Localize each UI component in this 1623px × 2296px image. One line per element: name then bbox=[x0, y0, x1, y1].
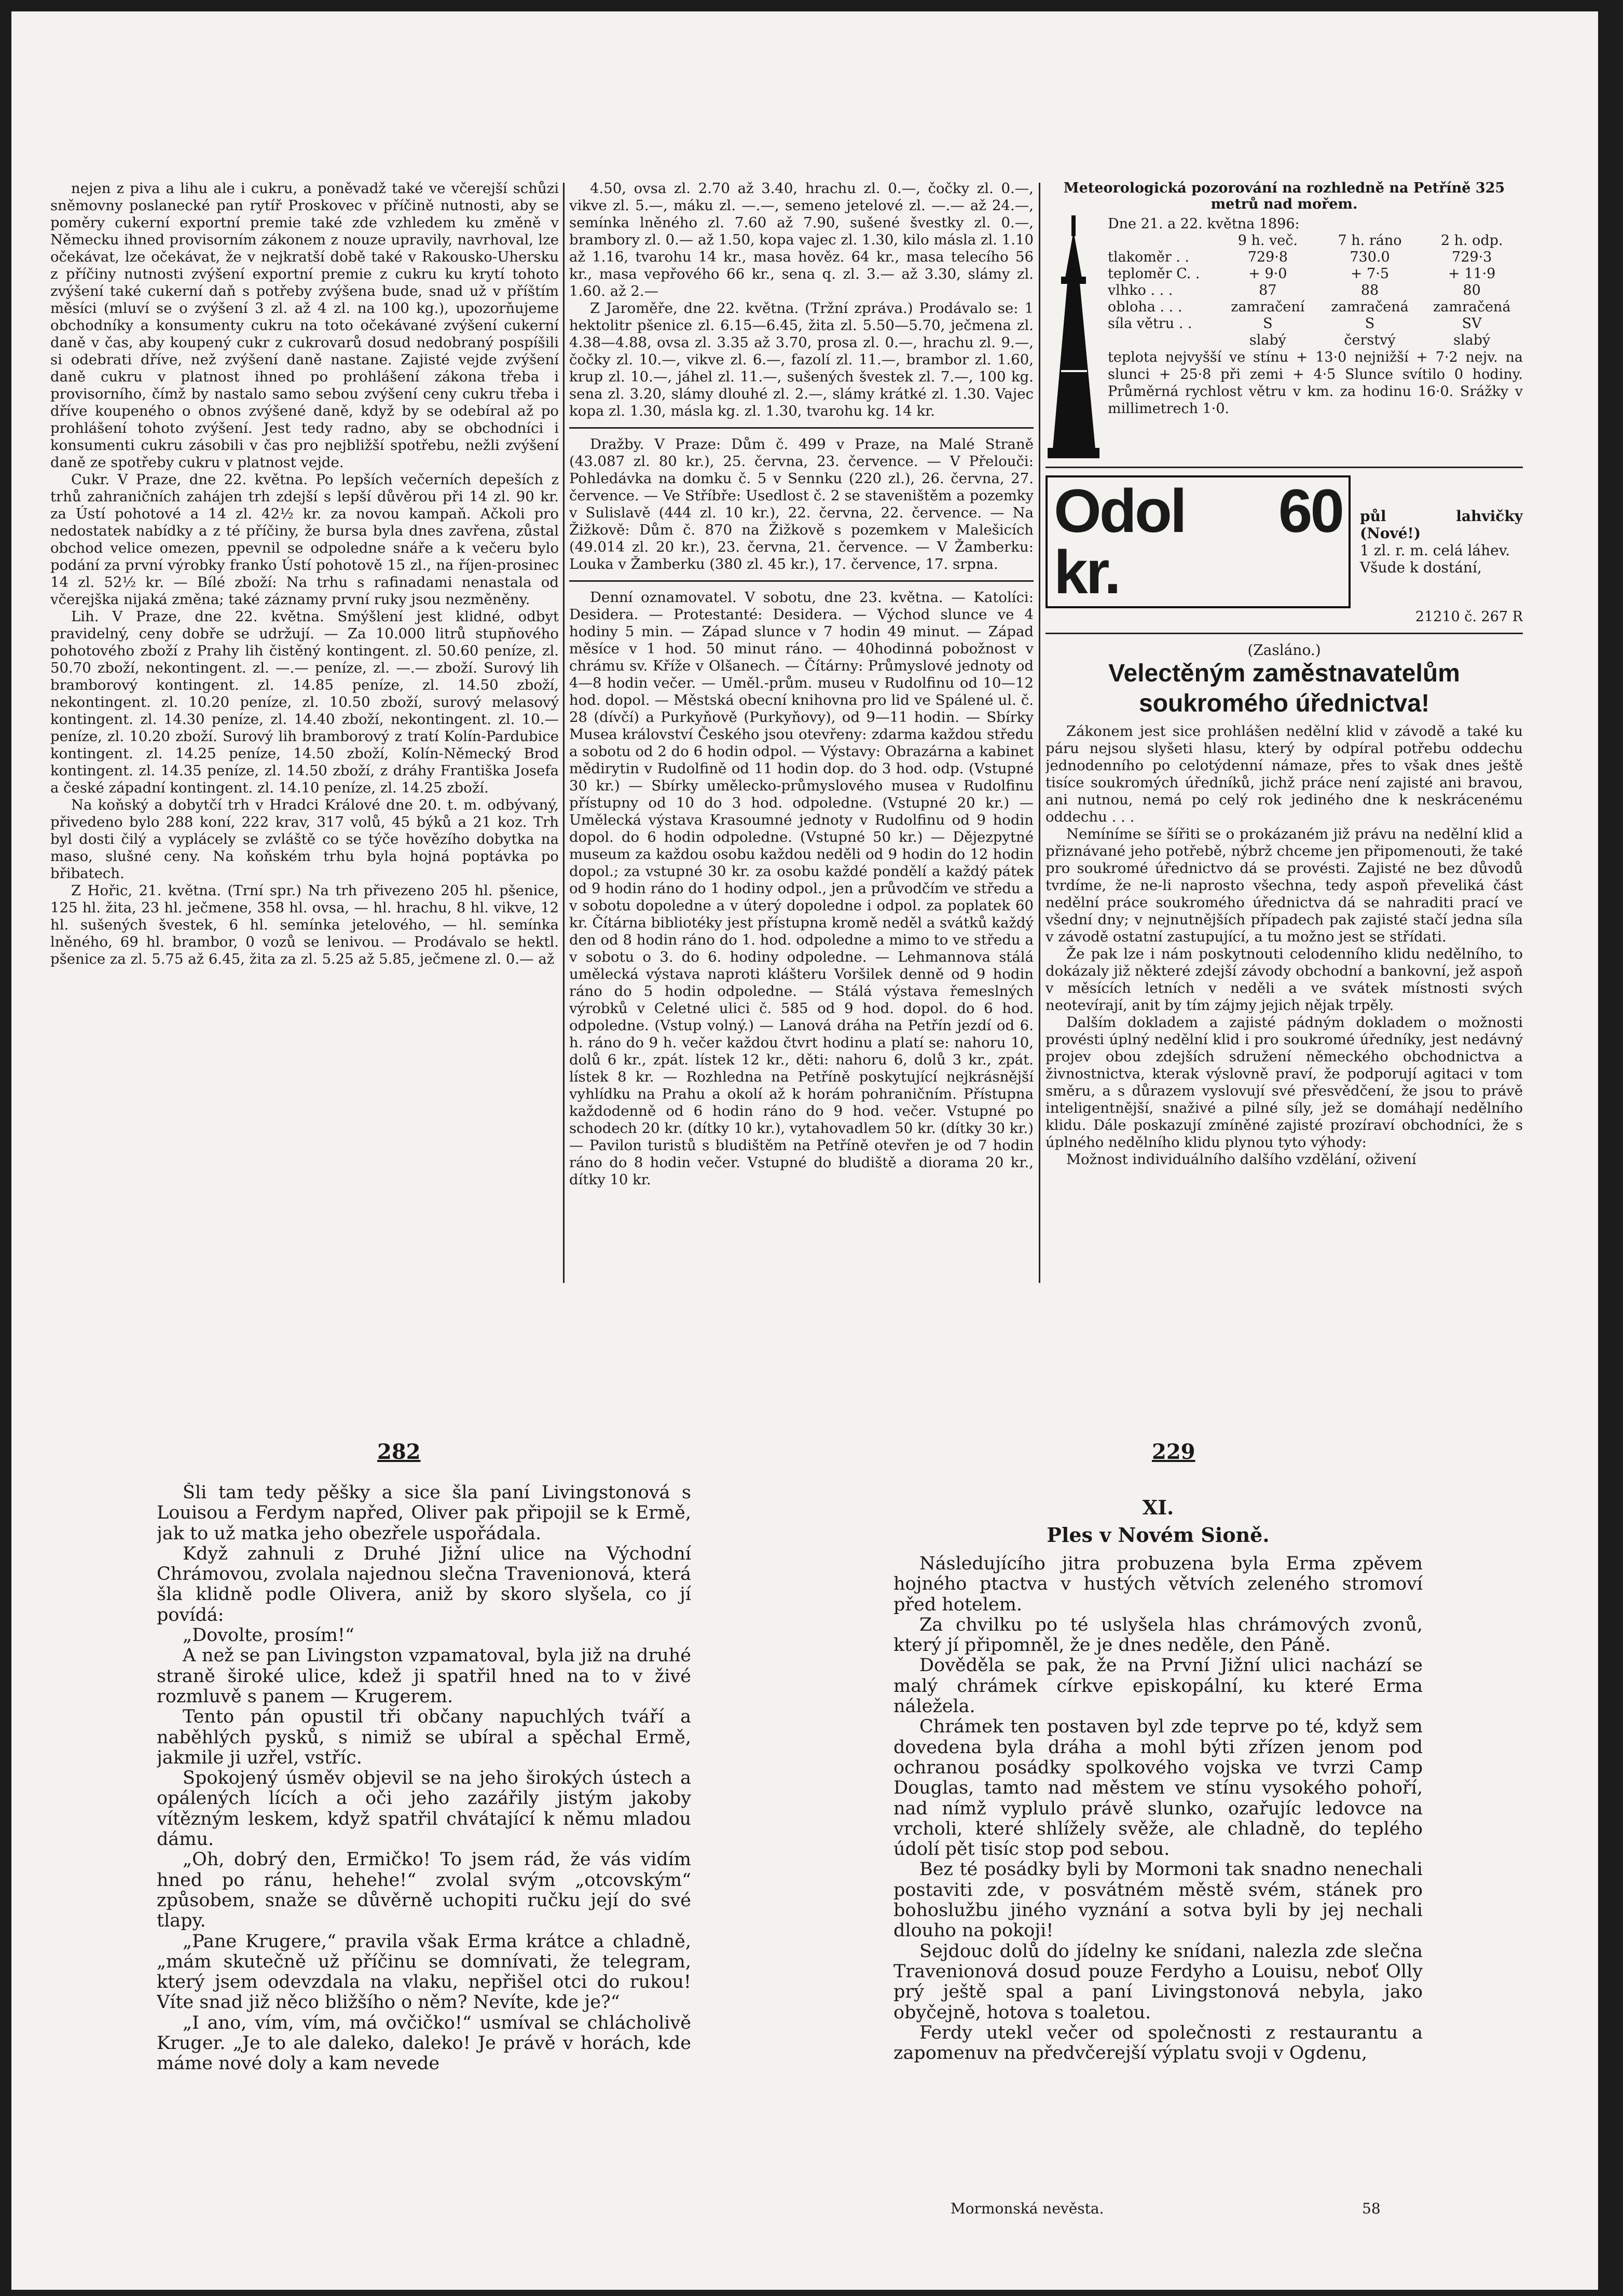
paragraph: Chrámek ten postaven byl zde teprve po té, když sem dovedena byla dráha a mohl býti zřízen jenom pod ochranou posádky spolkového vojska ve tvrzi Camp Douglas, tamto nad městem ve stínu vysokého pohoří, nad nímž vyplulo právě slunko, ozařujíc ledovce na vrcholi, které shlížely svěže, ale chladně, do teplého údolí pět tisíc stop pod sebou. bbox=[893, 1716, 1423, 1860]
separator bbox=[569, 427, 1034, 431]
paragraph: Dražby. V Praze: Dům č. 499 v Praze, na Malé Straně (43.087 zl. 80 kr.), 25. června, 23. července. — V Přelouči: Pohledávka na domku č. 5 v Sennku (220 zl.), 26. června, 27. července. — Ve Stříbře: Usedlost č. 2 se staveništěm a pozemky v Sulislavě (444 zl. 10 kr.), 22. června, 22. července. — Na Žižkově: Dům č. 870 na Žižkově s pozemkem v Malešicích (49.014 zl. 20 kr.), 23. června, 21. července. — V Žamberku: Louka v Žamberku (380 zl. 45 kr.), 17. července, 17. srpna. bbox=[569, 436, 1034, 572]
paragraph: „I ano, vím, vím, má ovčičko!“ usmíval se chlácholivě Kruger. „Je to ale daleko, daleko! Je právě v horách, kde máme nové doly a kam nevede bbox=[157, 2012, 691, 2074]
right-column bbox=[1046, 180, 1523, 1280]
meteo-tail: teplota nejvyšší ve stínu + 13·0 nejnižší + 7·2 nejv. na slunci + 25·8 při zemi + 4·5 Slunce svítilo 0 hodiny. Průměrná rychlost větru v km. za hodinu 16·0. Srážky v millimetrech 1·0. bbox=[1108, 349, 1523, 417]
paragraph: Dalším dokladem a zajisté pádným dokladem o možnosti provésti úplný nedělní klid i pro soukromé úředníky, jest nedávný projev obou zdejších sdružení německého obchodnictva a živnostnictva, kterak výslovně praví, že podporují agitaci v tom směru, a s důrazem vyslovují své přesvědčení, že jsou to právě inteligentnější, snaživé a pilné síly, jež se domáhají nedělního klidu. Dále poskazují zmíněné zajisté prozíraví obchodníci, že s úplného nedělního klidu plynou tyto výhody: bbox=[1046, 1014, 1523, 1151]
chapter-number: XI. bbox=[1142, 1496, 1174, 1519]
paragraph: A než se pan Livingston vzpamatoval, byla již na druhé straně široké ulice, kdež ji spatřil hned na to v živé rozmluvě s panem — Krugerem. bbox=[157, 1645, 691, 1707]
paragraph: Spokojený úsměv objevil se na jeho širokých ústech a opálených lících a oči jeho zazářily jistým jakoby vítězným leskem, když spatřil chvátající k němu mladou dámu. bbox=[157, 1768, 691, 1850]
paragraph: Bez té posádky byli by Mormoni tak snadno nenechali postaviti zde, v posvátném městě svém, stánek pro bohoslužbu jiného vyznání a sotva byli by jej nechali dlouho na pokoji! bbox=[893, 1859, 1423, 1942]
meteo-row: obloha . . . zamračení zamračená zamračená bbox=[1108, 299, 1511, 315]
paragraph: Na koňský a dobytčí trh v Hradci Králové dne 20. t. m. odbývaný, přivedeno bylo 288 koní, 222 krav, 317 volů, 45 býků a 21 koz. Trh byl dosti čilý a vyplácely se zvláště co se týče hovězího dobytka na maso, slušné ceny. Na koňském trhu byla hojná poptávka po břibatech. bbox=[50, 797, 559, 882]
petrin-tower-icon bbox=[1046, 215, 1103, 459]
footer-page: 58 bbox=[1362, 2200, 1381, 2217]
left-column bbox=[50, 180, 559, 1280]
paragraph: Denní oznamovatel. V sobotu, dne 23. května. — Katolíci: Desidera. — Protestanté: Desidera. — Východ slunce ve 4 hodiny 5 min. — Západ slunce v 7 hodin 49 minut. — Západ měsíce v 1 hod. 50 minut ráno. — 40hodinná pobožnost v chrámu sv. Kříže v Olšanech. — Čítárny: Průmyslové jednoty od 4—8 hodin večer. — Uměl.-prům. museu v Rudolfinu od 10—12 hod. dopol. — Městská obecní knihovna pro lid ve Spálené ul. č. 28 (dívčí) a Purkyňově (Purkyňovy), od 9—11 hodin. — Sbírky Musea království Českého jsou otevřeny: zdarma každou středu a sobotu od 2 do 6 hodin odpol. — Výstavy: Obrazárna a kabinet mědirytin v Rudolfině od 11 hodin dop. do 3 hod. odp. (Vstupné 30 kr.) — Sbírky umělecko-průmyslového musea v Rudolfinu přístupny od 10 do 3 hod. odpoledne. (Vstupné 20 kr.) — Umělecká výstava Krasoumné jednoty v Rudolfinu od 9 hodin dopol. do 6 hodin odpoledne. (Vstupné 50 kr.) — Dějezpytné museum za každou osobu každou neděli od 9 hodin do 12 hodin dopol.; za vstupné 30 kr. za osobu každé pondělí a každý pátek od 9 hodin ráno do 1 hodiny odpol., jen a průvodčím ve středu a v sobotu dopoledne a v úterý dopoledne i odpol. za poplatek 60 kr. Čítárna bibliotéky jest přístupna kromě neděl a svátků každý den od 8 hodin ráno do 1. hod. odpoledne a mimo to ve středu a v sobotu o 3. do 6. hodiny odpoledne. — Lehmannova stálá umělecká výstava naproti klášteru Voršilek denně od 9 hodin ráno do 5 hodin odpoledne. — Stálá výstava řemeslných výrobků v Celetné ulici č. 585 od 9 hod. dopol. do 6 hod. odpoledne. (Vstup volný.) — Lanová dráha na Petřín jezdí od 6. h. ráno do 9 h. večer každou čtvrt hodinu a platí se: nahoru 10, dolů 6 kr., zpát. lístek 12 kr., děti: nahoru 6, dolů 3 kr., zpát. lístek 8 kr. — Rozhledna na Petříně poskytující nejkrásnější vyhlídku na Prahu a okolí až k horám pohraničním. Přístupna každodenně od 6 hodin ráno do 9 hod. večer. Vstupné po schodech 20 kr. (dítky 10 kr.), vytahovadlem 50 kr. (dítky 30 kr.) — Pavilon turistů s bludištěm na Petříně otevřen je od 7 hodin ráno do 8 hodin večer. Vstupné do bludiště a diorama 20 kr., dítky 10 kr. bbox=[569, 589, 1034, 1188]
paragraph: „Dovolte, prosím!“ bbox=[183, 1625, 354, 1646]
meteo-header-row: 9 h. več. 7 h. ráno 2 h. odp. bbox=[1237, 233, 1503, 249]
column-rule bbox=[1039, 183, 1040, 1283]
meteo-row: tlakoměr . . 729·8 730.0 729·3 bbox=[1108, 249, 1492, 265]
column-rule bbox=[563, 183, 565, 1283]
odol-brand: Odol 60 kr. bbox=[1046, 475, 1351, 608]
novel-left-page bbox=[157, 1483, 691, 2204]
paragraph: Následujícího jitra probuzena byla Erma zpěvem hojného ptactva v hustých větvích zeleného stromoví před hotelem. bbox=[893, 1553, 1423, 1615]
paragraph: Šli tam tedy pěšky a sice šla paní Livingstonová s Louisou a Ferdym napřed, Oliver pak připojil se k Ermě, jak to už matka jeho obezřele uspořádala. bbox=[157, 1483, 691, 1544]
zaslano-label: (Zasláno.) bbox=[1247, 641, 1321, 659]
paragraph: nejen z piva a lihu ale i cukru, a poněvadž také ve včerejší schůzi sněmovny poslanecké pan rytíř Proskovec v příčině nutnosti, aby se poměry cukerní exportní premie také zde vzhledem ku změně v Německu ihned provisorním zákonem z nouze upravily, navrhoval, lze očekávat, lze očekávat, že v nejkratší době také v Rakousko-Uhersku z příčiny nutnosti zvýšení exportní premie z cukru ku krytí tohoto zvýšení také cukerní daň s potřeby zvýšena bude, snad už v příštím měsíci (mluví se o zvýšení 3 zl. až 4 zl. na 100 kg.), upozorňujeme obchodníky a konsumenty cukru na toto očekávané zvýšení cukerní daně v čas, aby koupený cukr z cukrovarů dosud nedobraný pospíšili si odebrati dříve, než zvýšení daně nastane. Zajisté vejde zvýšení daně cukru v platnost ihned po prohlášení zákona třeba i provisorního, čímž by nastalo samo sebou zvýšení ceny cukru třeba i dříve koupeného o obnos zvýšené daně, když by se odebíral až po prohlášení tohoto zvýšení. Jest tedy radno, aby se obchodníci i konsumenti cukru zásobili v čas pro nejbližší spotřebu, nežli zvýšení daně ze spotřeby cukru v platnost vejde. bbox=[50, 180, 559, 471]
page-number: 229 bbox=[1152, 1440, 1195, 1464]
paragraph: Sejdouc dolů do jídelny ke snídani, nalezla zde slečna Travenionová dosud pouze Ferdyho a Louisu, neboť Olly prý ještě spal a paní Livingstonová nebyla, jako obyčejně, hotova s toaletou. bbox=[893, 1940, 1423, 2023]
paragraph: Že pak lze i nám poskytnouti celodenního klidu nedělního, to dokázaly již některé zdejší závody obchodní a bankovní, jež aspoň v měsících letních v neděli a ve svátek místnosti svých neotevírají, anit by tím zájmy jejich nějak trpěly. bbox=[1046, 946, 1523, 1014]
paragraph: Z Hořic, 21. května. (Trní spr.) Na trh přivezeno 205 hl. pšenice, 125 hl. žita, 23 hl. ječmene, 358 hl. ovsa, — hl. hrachu, 8 hl. vikve, 12 hl. sušených švestek, 6 hl. semínka jetelového, — hl. semínka lněného, 69 hl. brambor, 0 vozů se lenivou. — Prodávalo se hektl. pšenice za zl. 5.75 až 6.45, žita za zl. 5.25 až 5.85, ječmene zl. 0.— až bbox=[50, 882, 559, 967]
meteo-title: Meteorologická pozorování na rozhledně na Petříně 325 metrů nad mořem. bbox=[1063, 180, 1505, 212]
meteo-row: vlhko . . . 87 88 80 bbox=[1108, 282, 1481, 298]
novel-right-page bbox=[893, 1496, 1423, 2217]
paragraph: Ferdy utekl večer od společnosti z restaurantu a zapomenuv na předvčerejší výplatu svoji v Ogdenu, bbox=[893, 2022, 1423, 2064]
paragraph: „Pane Krugere,“ pravila však Erma krátce a chladně, „mám skutečně už příčinu se domnívati, že telegram, který jsem odevzdala na vlaku, nepřišel otci do rukou! Víte snad již něco bližšího o něm? Nevíte, kde je?“ bbox=[157, 1931, 691, 2013]
ad-code: 21210 č. 267 R bbox=[1415, 609, 1523, 625]
meteo-date: Dne 21. a 22. května 1896: bbox=[1108, 216, 1300, 232]
chapter-title: Ples v Novém Sioně. bbox=[1047, 1523, 1270, 1547]
odol-advert: Odol 60 kr. půl lahvičky (Nové!) 1 zl. r. m. celá láhev. Všude k dostání, bbox=[1046, 475, 1523, 608]
meteo-row: síla větru . . S S SV bbox=[1108, 316, 1482, 332]
paragraph: Tento pán opustil tři občany napuchlých tváří a naběhlých pysků, s nimiž se ubíral a spěchal Ermě, jakmile ji uzřel, vstříc. bbox=[157, 1706, 691, 1768]
paragraph: Za chvilku po té uslyšela hlas chrámových zvonů, který jí připomněl, že je dnes neděle, den Páně. bbox=[893, 1614, 1423, 1656]
meteo-row: teploměr C. . + 9·0 + 7·5 + 11·9 bbox=[1108, 266, 1496, 282]
middle-column bbox=[569, 180, 1034, 1280]
paragraph: Cukr. V Praze, dne 22. května. Po lepších večerních depeších z trhů zahraničních zahájen trh zdejší s lepší důvěrou při 14 zl. 90 kr. za Ústí pohotové a 14 zl. 42½ kr. za novou kampaň. Ačkoli pro nedostatek nabídky a z té příčiny, že bursa byla dnes zavřena, zůstal obchod velice omezen, ppevnil se odpoledne snáře a k večeru bylo podání za první výrobky franko Ústí pohotově 15 zl., na říjen-prosinec 14 zl. 52½ kr. — Bílé zboží: Na trhu s rafinadami nenastala od včerejška nijaká změna; také záznamy první ruky jsou nezměněny. bbox=[50, 471, 559, 608]
paragraph: Zákonem jest sice prohlášen nedělní klid v závodě a také ku páru nejsou slyšeti hlasu, který by odpíral potřebu oddechu jednodenního po celotýdenní námaze, přes to však dnes ještě tisíce soukromých úředníků, jichž práce není zajisté ani bravou, ani nutnou, nemá po celý rok jediného dne k neskrácenému oddechu . . . bbox=[1046, 723, 1523, 825]
footer-title: Mormonská nevěsta. bbox=[951, 2200, 1104, 2217]
meteo-row: slabý čerstvý slabý bbox=[1249, 332, 1491, 348]
paragraph: Když zahnuli z Druhé Jižní ulice na Východní Chrámovou, zvolala najednou slečna Travenionová, která šla klidně podle Olivera, aniž by skoro slyšela, co jí povídá: bbox=[157, 1543, 691, 1625]
headline: soukromého úřednictva! bbox=[1138, 690, 1430, 717]
separator bbox=[1046, 467, 1523, 470]
headline: Velectěným zaměstnavatelům bbox=[1108, 660, 1460, 687]
paragraph: Lih. V Praze, dne 22. května. Smýšlení jest klidné, odbyt pravidelný, ceny dobře se udržují. — Za 10.000 litrů stupňového pohotového zboží z Prahy lih čistěný kontingent. zl. 50.60 peníze, zl. 50.70 zboží, nekontingent. zl. —.— peníze, zl. —.— zboží. Surový lih bramborový kontingent. zl. 14.85 peníze, zl. 14.50 zboží, nekontingent. zl. 10.20 peníze, zl. 10.50 zboží, surový melasový kontingent. zl. 14.30 peníze, zl. 14.40 zboží, nekontingent. zl. 10.— peníze, zl. 10.20 zboží. Surový lih bramborový z tratí Kolín-Pardubice kontingent. zl. 14.25 peníze, 14.50 zboží, Kolín-Německý Brod kontingent. zl. 14.35 peníze, zl. 14.50 zboží, z dráhy Františka Josefa a české západní kontingent. zl. 14.10 peníze, zl. 14.25 zboží. bbox=[50, 608, 559, 796]
page-number: 282 bbox=[377, 1440, 421, 1464]
separator bbox=[1046, 633, 1523, 636]
paragraph: Možnost individuálního dalšího vzdělání, oživení bbox=[1066, 1151, 1416, 1168]
paragraph: Nemíníme se šířiti se o prokázaném již právu na nedělní klid a přiznávané jeho potřebě, nýbrž chceme jen připomenouti, že také pro soukromé úřednictvo dá se provésti. Zajisté ne bez důvodů tvrdíme, že ne-li naprosto všechna, tedy aspoň převeliká část nedělní práce soukromého úřednictva dá se nahraditi prací ve všední dny; v nejnutnějších případech pak zajisté stačí jedna síla v závodě ostatní zastupující, a tu možno jest se střídati. bbox=[1046, 826, 1523, 945]
paragraph: Z Jaroměře, dne 22. května. (Tržní zpráva.) Prodávalo se: 1 hektolitr pšenice zl. 6.15—6.45, žita zl. 5.50—5.70, ječmena zl. 4.38—4.88, ovsa zl. 3.35 až 3.70, prosa zl. 0.—, hrachu zl. 9.—, čočky zl. 10.—, vikve zl. 6.—, fazolí zl. 11.—, brambor zl. 1.60, krup zl. 10.—, jáhel zl. 11.—, sušených švestek zl. 7.—, 100 kg. sena zl. 3.20, slámy dlouhé zl. 2.—, slámy krátké zl. 1.30. Vajec kopa zl. 1.30, másla kg. zl. 1.30, tvarohu kg. 14 kr. bbox=[569, 300, 1034, 419]
newspaper-sheet bbox=[11, 11, 1598, 2290]
separator bbox=[569, 580, 1034, 584]
paragraph: Dověděla se pak, že na První Jižní ulici nachází se malý chrámek církve episkopální, ku které Erma náležela. bbox=[893, 1655, 1423, 1717]
paragraph: 4.50, ovsa zl. 2.70 až 3.40, hrachu zl. 0.—, čočky zl. 0.—, vikve zl. 5.—, máku zl. —.—, semeno jetelové zl. —.— až 24.—, semínka lněného zl. 7.60 až 7.90, sušené švestky zl. 0.—, brambory zl. 0.— až 1.50, kopa vajec zl. 1.30, kilo másla zl. 1.10 až 1.16, tvarohu 14 kr., masa hověz. 64 kr., masa telecího 56 kr., masa vepřového 66 kr., sena q. zl. 3.— až 3.30, slámy zl. 1.60. až 2.— bbox=[569, 180, 1034, 299]
paragraph: „Oh, dobrý den, Ermičko! To jsem rád, že vás vidím hned po ránu, hehehe!“ zvolal svým „otcovským“ způsobem, snaže se důvěrně uchopiti ručku její do své tlapy. bbox=[157, 1849, 691, 1932]
